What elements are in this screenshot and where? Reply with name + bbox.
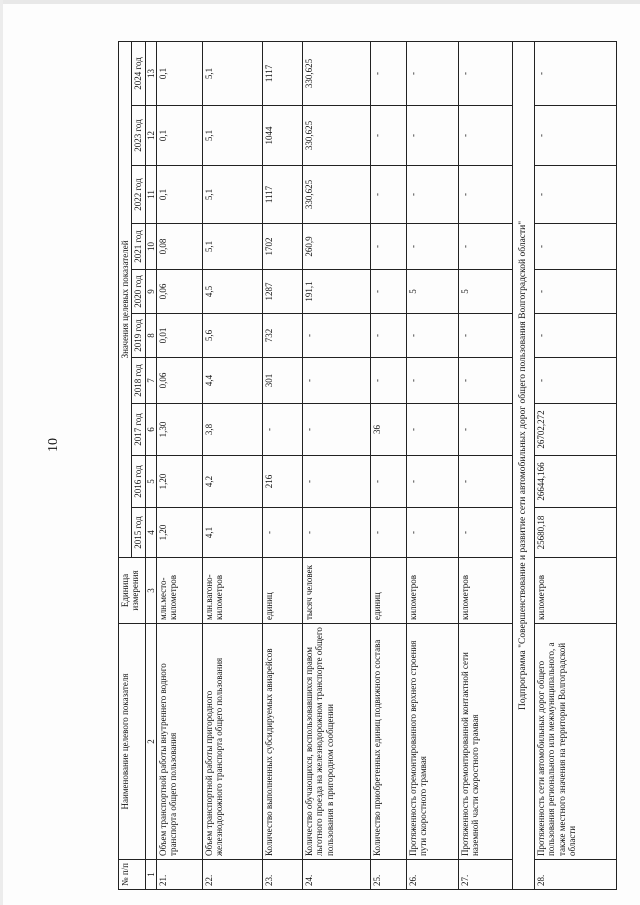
row-value: -: [303, 456, 371, 508]
row-value: 0,1: [157, 166, 203, 224]
row-value: 330,625: [303, 41, 371, 105]
row-value: 330,625: [303, 166, 371, 224]
subprogram-title: Подпрограмма "Совершенствование и развитие сети автомобильных дорог общего пользования Волгоградской области": [513, 41, 535, 889]
row-value: 4,5: [203, 270, 263, 314]
row-num: 24.: [303, 860, 371, 890]
row-value: -: [407, 508, 459, 558]
table-row: [459, 41, 513, 889]
row-num: 25.: [371, 860, 407, 890]
row-value: 1117: [263, 41, 303, 105]
row-value: -: [407, 404, 459, 456]
row-value: -: [407, 456, 459, 508]
header-name: Наименование целевого показателя: [119, 624, 146, 860]
rotated-table-container: [118, 42, 617, 890]
row-name: Протяженность отремонтированного верхнего строения пути скоростного трамвая: [407, 624, 459, 860]
column-number: 13: [145, 41, 156, 105]
row-value: 0,01: [157, 314, 203, 358]
header-year: 2022 год: [132, 166, 145, 224]
row-value: 5,1: [203, 166, 263, 224]
header-unit: Единица измерения: [119, 558, 146, 624]
table-row: [303, 41, 371, 889]
subprogram-row: [513, 41, 535, 889]
row-value: -: [407, 41, 459, 105]
row-value: -: [371, 41, 407, 105]
column-number: 5: [145, 456, 156, 508]
header-values-group: Значения целевых показателей: [119, 41, 132, 557]
row-name: Протяженность отремонтированной контактной сети наземной части скоростного трамвая: [459, 624, 513, 860]
row-value: 25680,18: [534, 508, 616, 558]
row-value: -: [534, 106, 616, 166]
row-num: 21.: [157, 860, 203, 890]
row-value: 5,1: [203, 41, 263, 105]
row-unit: единиц: [263, 558, 303, 624]
row-unit: километров: [459, 558, 513, 624]
row-value: -: [303, 404, 371, 456]
column-number: 11: [145, 166, 156, 224]
row-value: -: [407, 314, 459, 358]
row-num: 27.: [459, 860, 513, 890]
indicators-table: [118, 41, 617, 890]
row-value: -: [459, 224, 513, 270]
header-row-1: [119, 41, 132, 889]
row-name: Протяженность сети автомобильных дорог общего пользования регионального или межмуниципального, а также местного значения на территории Волгоградской области: [534, 624, 616, 860]
row-value: -: [534, 224, 616, 270]
row-value: 0,1: [157, 41, 203, 105]
row-value: 3,8: [203, 404, 263, 456]
row-value: 260,9: [303, 224, 371, 270]
row-value: -: [459, 166, 513, 224]
row-value: 5: [459, 270, 513, 314]
row-value: -: [459, 508, 513, 558]
row-unit: километров: [534, 558, 616, 624]
row-value: 4,2: [203, 456, 263, 508]
row-value: 5,1: [203, 106, 263, 166]
column-number: 2: [145, 624, 156, 860]
column-number-row: [145, 41, 156, 889]
row-value: 26702,272: [534, 404, 616, 456]
row-value: 1,30: [157, 404, 203, 456]
header-year: 2021 год: [132, 224, 145, 270]
row-value: 5,1: [203, 224, 263, 270]
row-num: 22.: [203, 860, 263, 890]
header-year: 2016 год: [132, 456, 145, 508]
header-year: 2020 год: [132, 270, 145, 314]
row-value: 1117: [263, 166, 303, 224]
row-value: 1,20: [157, 456, 203, 508]
row-value: -: [371, 224, 407, 270]
row-num: 28.: [534, 860, 616, 890]
row-value: 0,06: [157, 270, 203, 314]
row-value: 26644,166: [534, 456, 616, 508]
row-value: -: [371, 456, 407, 508]
table-row: [407, 41, 459, 889]
row-value: -: [534, 314, 616, 358]
row-value: 36: [371, 404, 407, 456]
column-number: 6: [145, 404, 156, 456]
row-value: -: [534, 166, 616, 224]
row-value: -: [407, 358, 459, 404]
row-num: 23.: [263, 860, 303, 890]
row-value: -: [371, 270, 407, 314]
row-value: 4,1: [203, 508, 263, 558]
row-unit: километров: [407, 558, 459, 624]
column-number: 9: [145, 270, 156, 314]
row-value: 5: [407, 270, 459, 314]
table-row: [534, 41, 616, 889]
row-value: -: [371, 358, 407, 404]
table-row: [203, 41, 263, 889]
column-number: 8: [145, 314, 156, 358]
row-value: -: [459, 314, 513, 358]
row-value: -: [534, 41, 616, 105]
page-number: 10: [46, 438, 61, 452]
column-number: 1: [145, 860, 156, 890]
row-unit: млн.вагоно-километров: [203, 558, 263, 624]
row-value: -: [407, 166, 459, 224]
row-value: -: [263, 404, 303, 456]
row-value: 732: [263, 314, 303, 358]
row-name: Объем транспортной работы внутреннего водного транспорта общего пользования: [157, 624, 203, 860]
column-number: 4: [145, 508, 156, 558]
row-value: -: [371, 508, 407, 558]
scan-edge-left: [0, 0, 3, 905]
row-name: Количество приобретенных единиц подвижного состава: [371, 624, 407, 860]
row-value: -: [534, 270, 616, 314]
row-value: -: [459, 358, 513, 404]
row-name: Количество обучающихся, воспользовавшихся правом льготного проезда на железнодорожном транспорте общего пользования в пригородном сообщении: [303, 624, 371, 860]
row-value: -: [459, 456, 513, 508]
row-value: 1287: [263, 270, 303, 314]
table-row: [371, 41, 407, 889]
row-value: -: [371, 106, 407, 166]
row-value: -: [459, 41, 513, 105]
row-value: -: [263, 508, 303, 558]
row-name: Количество выполненных субсидируемых авиарейсов: [263, 624, 303, 860]
row-value: -: [371, 166, 407, 224]
row-value: -: [407, 224, 459, 270]
row-value: -: [371, 314, 407, 358]
header-year: 2018 год: [132, 358, 145, 404]
row-value: 301: [263, 358, 303, 404]
row-value: -: [303, 314, 371, 358]
row-value: 216: [263, 456, 303, 508]
row-value: 0,08: [157, 224, 203, 270]
row-name: Объем транспортной работы пригородного железнодорожного транспорта общего пользования: [203, 624, 263, 860]
row-value: 1,20: [157, 508, 203, 558]
column-number: 10: [145, 224, 156, 270]
row-value: -: [303, 508, 371, 558]
row-value: 330,625: [303, 106, 371, 166]
row-value: -: [534, 358, 616, 404]
scan-edge-top: [0, 0, 640, 4]
row-unit: единиц: [371, 558, 407, 624]
row-unit: млн.место-километров: [157, 558, 203, 624]
table-row: [157, 41, 203, 889]
header-year: 2015 год: [132, 508, 145, 558]
table-row: [263, 41, 303, 889]
row-unit: тысяч человек: [303, 558, 371, 624]
header-year: 2019 год: [132, 314, 145, 358]
row-value: 0,1: [157, 106, 203, 166]
header-year: 2023 год: [132, 106, 145, 166]
row-value: -: [407, 106, 459, 166]
row-value: 0,06: [157, 358, 203, 404]
row-value: 4,4: [203, 358, 263, 404]
column-number: 3: [145, 558, 156, 624]
header-num: № п/п: [119, 860, 146, 890]
header-year: 2024 год: [132, 41, 145, 105]
row-value: -: [303, 358, 371, 404]
column-number: 12: [145, 106, 156, 166]
column-number: 7: [145, 358, 156, 404]
header-year: 2017 год: [132, 404, 145, 456]
row-value: -: [459, 106, 513, 166]
row-value: -: [459, 404, 513, 456]
row-value: 1044: [263, 106, 303, 166]
row-num: 26.: [407, 860, 459, 890]
row-value: 191,1: [303, 270, 371, 314]
row-value: 5,6: [203, 314, 263, 358]
row-value: 1702: [263, 224, 303, 270]
